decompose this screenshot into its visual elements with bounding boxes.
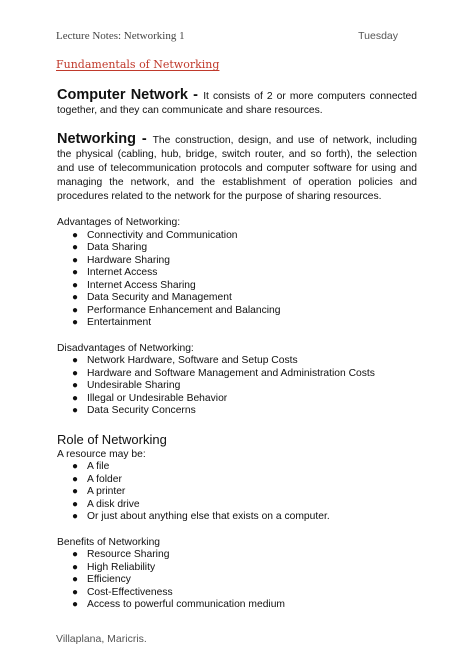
bullet-icon: ●: [72, 599, 79, 610]
list-item: ● Entertainment: [72, 317, 152, 328]
list-item: ● Data Security Concerns: [72, 405, 196, 416]
list-item: ● A printer: [72, 486, 126, 497]
bullet-icon: ●: [72, 461, 79, 472]
computer-network-term: Computer Network -: [57, 87, 204, 103]
role-heading: Role of Networking: [57, 431, 167, 447]
list-item: ● Performance Enhancement and Balancing: [72, 304, 281, 316]
bullet-icon: ●: [72, 511, 79, 522]
list-item: ● Resource Sharing: [72, 549, 170, 560]
bullet-icon: ●: [72, 486, 79, 497]
bullet-icon: ●: [72, 586, 79, 598]
role-intro: A resource may be:: [57, 448, 146, 460]
bullet-icon: ●: [72, 229, 79, 241]
bullet-icon: ●: [72, 317, 79, 328]
computer-network-text: It consists of 2 or more computers connected together, and they can communicate and share resources.: [57, 91, 418, 116]
document-title: Fundamentals of Networking: [56, 58, 220, 71]
document-body: [57, 88, 417, 612]
list-item: ● Internet Access: [72, 267, 158, 278]
bullet-icon: ●: [72, 549, 79, 560]
benefits-list: [57, 549, 417, 612]
bullet-icon: ●: [72, 473, 79, 485]
bullet-icon: ●: [72, 405, 79, 416]
list-item: ● Or just about anything else that exists on a computer.: [72, 511, 330, 522]
bullet-icon: ●: [72, 267, 79, 278]
list-item: ● High Reliability: [72, 561, 156, 573]
disadvantages-heading: Disadvantages of Networking:: [57, 342, 194, 354]
bullet-icon: ●: [72, 498, 79, 510]
bullet-icon: ●: [72, 292, 79, 303]
bullet-icon: ●: [72, 367, 79, 379]
networking-term: Networking -: [57, 131, 153, 147]
benefits-heading: Benefits of Networking: [57, 536, 161, 548]
list-item: ● Hardware Sharing: [72, 254, 170, 266]
networking-definition: [57, 132, 417, 204]
bullet-icon: ●: [72, 304, 79, 316]
list-item: ● Hardware and Software Management and Administration Costs: [72, 367, 375, 379]
bullet-icon: ●: [72, 242, 79, 253]
list-item: ● Network Hardware, Software and Setup Costs: [72, 355, 298, 366]
advantages-heading: Advantages of Networking:: [57, 217, 181, 228]
bullet-icon: ●: [72, 380, 79, 391]
list-item: ● Cost-Effectiveness: [72, 586, 173, 598]
bullet-icon: ●: [72, 392, 79, 404]
page-header: [56, 30, 398, 42]
list-item: ● Internet Access Sharing: [72, 279, 196, 291]
advantages-list: [57, 230, 417, 330]
bullet-icon: ●: [72, 574, 79, 585]
bullet-icon: ●: [72, 355, 79, 366]
list-item: ● Access to powerful communication medium: [72, 599, 286, 610]
bullet-icon: ●: [72, 254, 79, 266]
list-item: ● Data Security and Management: [72, 292, 232, 303]
page-footer-author: Villaplana, Maricris.: [56, 633, 147, 645]
computer-network-definition: [57, 88, 417, 118]
header-course-title: Lecture Notes: Networking 1: [56, 30, 185, 42]
list-item: ● Undesirable Sharing: [72, 380, 181, 391]
bullet-icon: ●: [72, 279, 79, 291]
role-list: [57, 461, 417, 524]
list-item: ● Illegal or Undesirable Behavior: [72, 392, 228, 404]
list-item: ● Connectivity and Communication: [72, 229, 238, 241]
list-item: ● A disk drive: [72, 498, 140, 510]
networking-text: The construction, design, and use of network, including the physical (cabling, hub, bridge, switch router, and so forth), the selection and use of telecommunication protocols and computer software for using and managing the network, and the establishment of operation policies and procedures related to the network for the purpose of sharing resources.: [57, 135, 417, 202]
disadvantages-list: [57, 355, 417, 418]
bullet-icon: ●: [72, 561, 79, 573]
list-item: ● A file: [72, 461, 110, 472]
list-item: ● Efficiency: [72, 574, 131, 585]
list-item: ● A folder: [72, 473, 122, 485]
list-item: ● Data Sharing: [72, 242, 148, 253]
header-day: Tuesday: [358, 30, 398, 42]
